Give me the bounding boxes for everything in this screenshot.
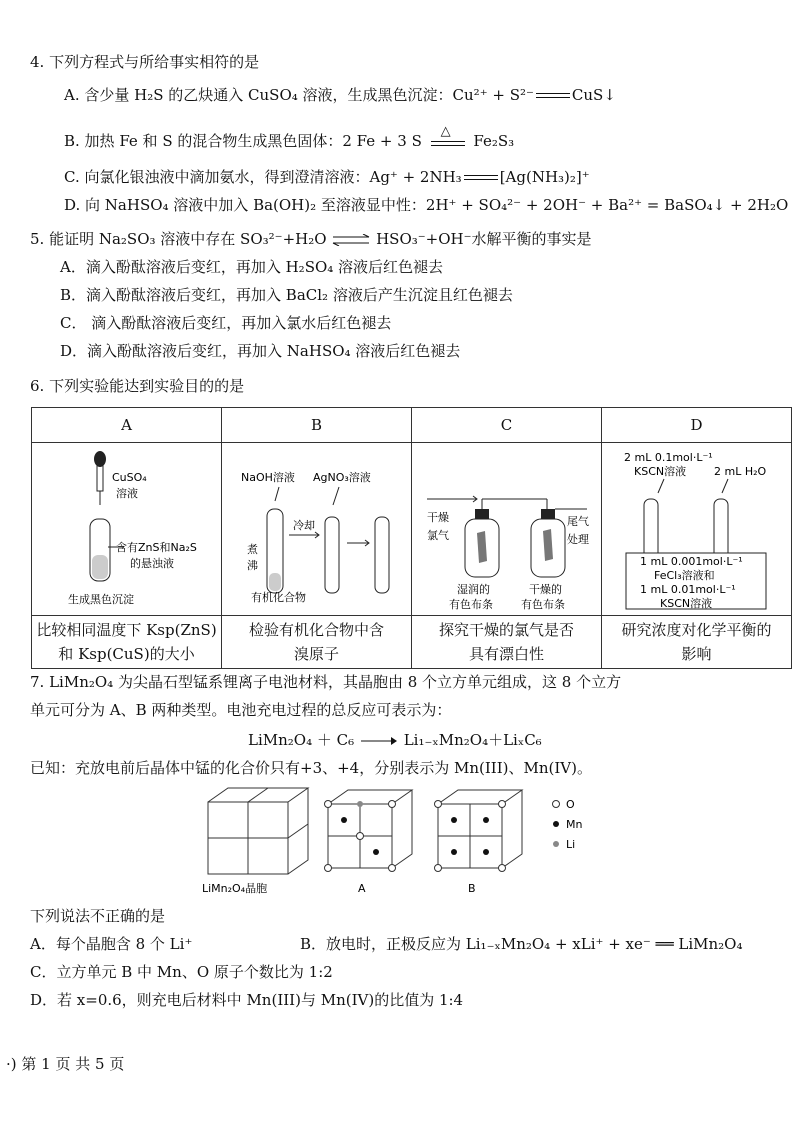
svg-text:CuSO₄: CuSO₄ bbox=[112, 471, 147, 484]
q7-stem-1: 7. LiMn₂O₄ 为尖晶石型锰系锂离子电池材料，其晶胞由 8 个立方单元组成，这 8 个立方 bbox=[30, 673, 622, 691]
equals-arrow-icon bbox=[534, 92, 572, 100]
svg-text:A: A bbox=[358, 882, 366, 895]
q5-stem: 5. 能证明 Na₂SO₃ 溶液中存在 SO₃²⁻+H₂O HSO₃⁻+OH⁻水解平衡的事实是 bbox=[30, 230, 592, 248]
q4-option-a: A. 含少量 H₂S 的乙炔通入 CuSO₄ 溶液，生成黑色沉淀：Cu²⁺ + S²⁻ CuS↓ bbox=[64, 86, 616, 104]
legend bbox=[553, 798, 583, 851]
svg-text:冷却: 冷却 bbox=[292, 519, 315, 532]
q6-stem: 6. 下列实验能达到实验目的的是 bbox=[30, 377, 245, 395]
desc-d: 研究浓度对化学平衡的 影响 bbox=[602, 616, 792, 669]
q4-option-c: C. 向氯化银浊液中滴加氨水，得到澄清溶液：Ag⁺ + 2NH₃ [Ag(NH₃)₂]⁺ bbox=[64, 168, 590, 186]
desc-b: 检验有机化合物中含 溴原子 bbox=[222, 616, 412, 669]
svg-text:AgNO₃溶液: AgNO₃溶液 bbox=[312, 471, 371, 484]
q7-reaction: LiMn₂O₄ ＋ C₆ Li₁₋ₓMn₂O₄＋LiₓC₆ bbox=[248, 731, 542, 749]
desc-a: 比较相同温度下 Ksp(ZnS) 和 Ksp(CuS)的大小 bbox=[32, 616, 222, 669]
apparatus-c bbox=[412, 443, 602, 616]
svg-text:处理: 处理 bbox=[566, 533, 589, 546]
svg-text:O: O bbox=[566, 798, 575, 811]
q7-option-a: A．每个晶胞含 8 个 Li⁺ bbox=[30, 935, 193, 953]
col-header-c: C bbox=[412, 408, 602, 443]
svg-text:含有ZnS和Na₂S: 含有ZnS和Na₂S bbox=[116, 541, 197, 554]
dropper-tube-diagram bbox=[32, 443, 232, 611]
svg-text:干燥: 干燥 bbox=[426, 511, 449, 524]
svg-text:生成黑色沉淀: 生成黑色沉淀 bbox=[68, 593, 134, 606]
svg-text:Li: Li bbox=[566, 838, 576, 851]
svg-text:2 mL 0.1mol·L⁻¹: 2 mL 0.1mol·L⁻¹ bbox=[623, 451, 713, 464]
svg-text:1 mL 0.01mol·L⁻¹: 1 mL 0.01mol·L⁻¹ bbox=[639, 583, 736, 596]
svg-text:煮: 煮 bbox=[246, 543, 258, 556]
test-tube-cooling-diagram bbox=[227, 443, 407, 611]
apparatus-d bbox=[602, 443, 792, 616]
svg-text:有色布条: 有色布条 bbox=[448, 598, 493, 611]
unit-a-cube bbox=[328, 790, 412, 868]
svg-text:溶液: 溶液 bbox=[116, 487, 138, 500]
svg-text:KSCN溶液: KSCN溶液 bbox=[633, 465, 686, 478]
svg-text:湿润的: 湿润的 bbox=[456, 583, 490, 596]
svg-text:Mn: Mn bbox=[566, 818, 583, 831]
q7-option-d: D．若 x=0.6，则充电后材料中 Mn(III)与 Mn(IV)的比值为 1:4 bbox=[30, 991, 464, 1009]
svg-text:2 mL H₂O: 2 mL H₂O bbox=[713, 465, 766, 478]
q4-option-b: B. 加热 Fe 和 S 的混合物生成黑色固体：2 Fe + 3 S △ Fe₂S₃ bbox=[64, 124, 515, 150]
svg-text:沸: 沸 bbox=[246, 559, 258, 572]
q5-option-c: C． 滴入酚酞溶液后变红，再加入氯水后红色褪去 bbox=[60, 314, 392, 332]
q7-option-b: B．放电时，正极反应为 Li₁₋ₓMn₂O₄ + xLi⁺ + xe⁻ ══ LiMn₂O₄ bbox=[300, 935, 743, 953]
heating-condition-icon: △ bbox=[427, 132, 469, 152]
crystal-structure-figure bbox=[200, 782, 600, 900]
experiment-table bbox=[31, 407, 792, 669]
svg-text:氯气: 氯气 bbox=[426, 529, 449, 542]
q5-option-d: D．滴入酚酞溶液后变红，再加入 NaHSO₄ 溶液后红色褪去 bbox=[60, 342, 461, 360]
svg-text:的悬浊液: 的悬浊液 bbox=[130, 557, 174, 570]
svg-text:LiMn₂O₄晶胞: LiMn₂O₄晶胞 bbox=[202, 882, 268, 895]
q4-option-d: D. 向 NaHSO₄ 溶液中加入 Ba(OH)₂ 至溶液显中性：2H⁺ + SO₄²⁻ + 2OH⁻ + Ba²⁺ = BaSO₄↓ + 2H₂O bbox=[64, 196, 789, 214]
svg-text:1 mL 0.001mol·L⁻¹: 1 mL 0.001mol·L⁻¹ bbox=[639, 555, 743, 568]
page-footer: ·) 第 1 页 共 5 页 bbox=[6, 1055, 125, 1073]
svg-text:有机化合物: 有机化合物 bbox=[250, 591, 306, 604]
svg-text:干燥的: 干燥的 bbox=[528, 583, 562, 596]
q5-option-a: A．滴入酚酞溶液后变红，再加入 H₂SO₄ 溶液后红色褪去 bbox=[60, 258, 444, 276]
svg-text:NaOH溶液: NaOH溶液 bbox=[240, 471, 295, 484]
reaction-arrow-icon bbox=[359, 735, 399, 747]
gas-bottle-diagram bbox=[417, 443, 597, 611]
svg-text:FeCl₃溶液和: FeCl₃溶液和 bbox=[653, 569, 715, 582]
svg-text:KSCN溶液: KSCN溶液 bbox=[659, 597, 712, 610]
q7-prompt: 下列说法不正确的是 bbox=[30, 907, 166, 925]
col-header-a: A bbox=[32, 408, 222, 443]
col-header-d: D bbox=[602, 408, 792, 443]
svg-text:B: B bbox=[468, 882, 476, 895]
q7-known: 已知：充放电前后晶体中锰的化合价只有+3、+4，分别表示为 Mn(III)、Mn(IV)。 bbox=[30, 759, 592, 777]
svg-text:尾气: 尾气 bbox=[566, 515, 589, 528]
desc-c: 探究干燥的氯气是否 具有漂白性 bbox=[412, 616, 602, 669]
q7-option-c: C．立方单元 B 中 Mn、O 原子个数比为 1:2 bbox=[30, 963, 333, 981]
svg-text:有色布条: 有色布条 bbox=[520, 598, 565, 611]
q5-option-b: B．滴入酚酞溶液后变红，再加入 BaCl₂ 溶液后产生沉淀且红色褪去 bbox=[60, 286, 513, 304]
apparatus-b bbox=[222, 443, 412, 616]
equilibrium-arrow-icon bbox=[331, 234, 371, 246]
apparatus-a bbox=[32, 443, 222, 616]
unit-cell-grid bbox=[208, 788, 308, 874]
q4-stem: 4. 下列方程式与所给事实相符的是 bbox=[30, 53, 260, 71]
col-header-b: B bbox=[222, 408, 412, 443]
concentration-equilibrium-diagram bbox=[604, 443, 790, 611]
q7-stem-2: 单元可分为 A、B 两种类型。电池充电过程的总反应可表示为： bbox=[30, 701, 452, 719]
unit-b-cube bbox=[438, 790, 522, 868]
